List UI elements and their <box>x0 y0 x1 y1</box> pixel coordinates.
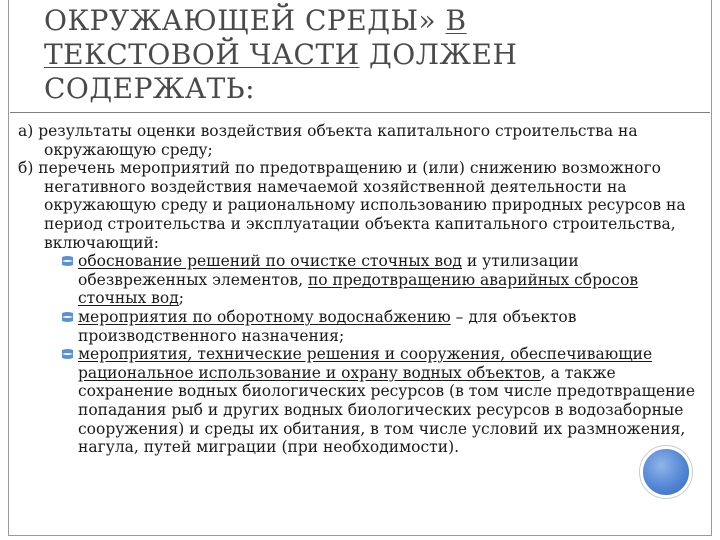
title-divider <box>10 112 710 113</box>
text: , а также сохранение водных биологических ресурсов (в том числе предотвращение попадания рыб и других водных биологических ресурсов в водозаборные сооружения) и среды их обитания, в том числе условий их размножения, нагула, путей миграции (при необходимости). <box>78 363 695 457</box>
underlined-text: обоснование решений по очистке сточных вод <box>78 252 462 271</box>
title-line-3 <box>44 72 684 106</box>
decorative-circle <box>640 446 692 498</box>
underlined-text: по предотвращению аварийных сбросов сточных вод <box>78 270 639 308</box>
bullet-icon <box>61 311 74 323</box>
list-item <box>78 345 698 457</box>
text: – для объектов производственного назначения; <box>78 307 577 345</box>
slide-title <box>44 4 684 106</box>
text: ; <box>178 289 185 308</box>
title-underlined-text: В <box>445 4 467 37</box>
text: и утилизации обезвреженных элементов, <box>78 252 579 289</box>
bullet-icon <box>61 255 74 267</box>
bullet-icon <box>61 348 74 360</box>
list-item <box>78 308 698 345</box>
underlined-text: мероприятия по оборотному водоснабжению <box>78 307 451 326</box>
item-b: б) перечень мероприятий по предотвращению и (или) снижению возможного негативного воздействия намечаемой хозяйственной деятельности на окружающую среду и рациональному использованию природных ресурсов на период строительства и эксплуатации объекта капитального строительства, включающий: <box>18 159 686 252</box>
list-item <box>78 252 698 308</box>
title-underlined-text: ТЕКСТОВОЙ ЧАСТИ <box>44 38 360 71</box>
measures-list <box>18 252 698 457</box>
title-text: ОКРУЖАЮЩЕЙ СРЕДЫ» <box>44 4 437 37</box>
title-line-1 <box>44 4 684 38</box>
slide-body <box>18 122 698 457</box>
title-line-2 <box>44 38 684 72</box>
title-text: ДОЛЖЕН <box>359 38 518 71</box>
title-text: СОДЕРЖАТЬ: <box>44 72 256 105</box>
item-a: а) результаты оценки воздействия объекта капитального строительства на окружающую среду; <box>18 122 638 159</box>
underlined-text: мероприятия, технические решения и сооружения, обеспечивающие рациональное использование и охрану водных объектов <box>78 345 653 382</box>
